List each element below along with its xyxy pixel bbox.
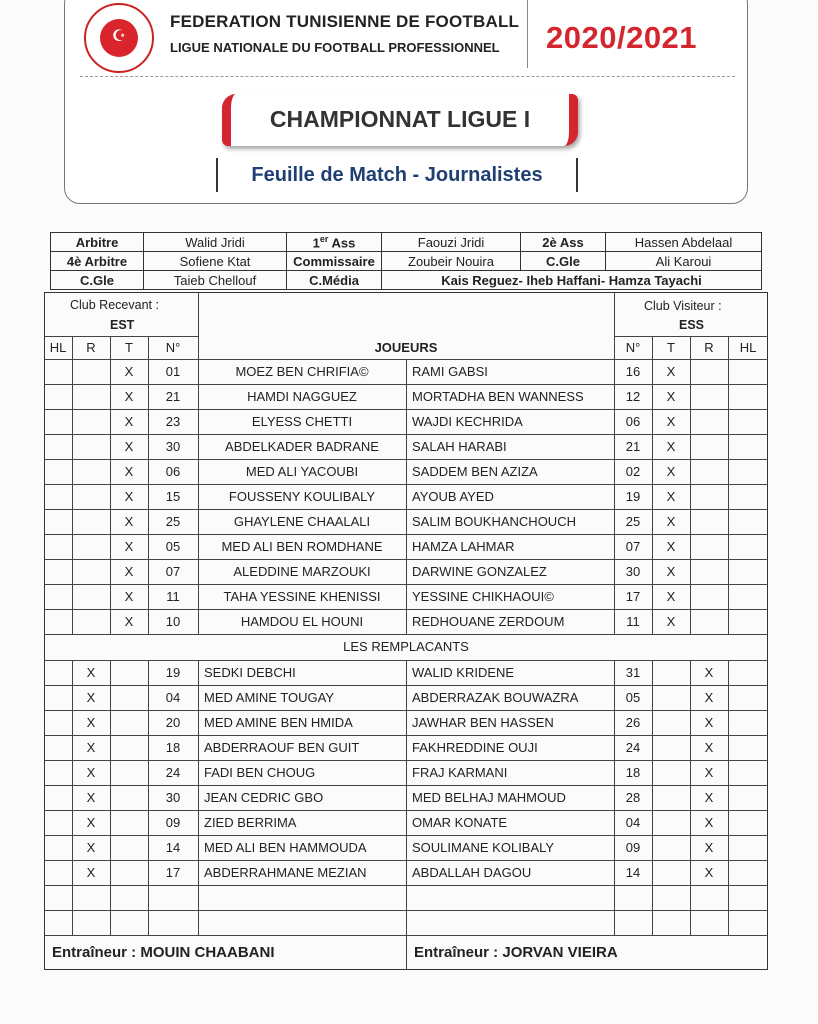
away-sub-number: 14 [625,864,641,880]
home-starter-mark: X [124,463,134,479]
away-sub-name: MED BELHAJ MAHMOUD [412,789,566,805]
home-coach-name: MOUIN CHAABANI [140,944,275,961]
away-sub-number: 18 [625,764,641,780]
away-coach-name: JORVAN VIEIRA [502,944,618,961]
away-sub-name: FAKHREDDINE OUJI [412,739,538,755]
away-sub-mark: X [704,864,714,880]
away-starter-mark: X [666,388,676,404]
home-player-number: 06 [165,463,181,479]
away-sub-number: 28 [625,789,641,805]
official-value: Walid Jridi [144,233,287,252]
officials-table [50,232,762,290]
away-player-number: 02 [625,463,641,479]
away-sub-name: JAWHAR BEN HASSEN [412,714,554,730]
col-header-hl: HL [49,339,67,355]
home-sub-name: MED AMINE TOUGAY [204,689,335,705]
away-coach-label: Entraîneur : [414,944,499,961]
home-sub-name: MED ALI BEN HAMMOUDA [204,839,367,855]
header-divider [527,0,528,68]
home-player-number: 23 [165,413,181,429]
away-player-name: YESSINE CHIKHAOUI© [412,588,554,604]
home-player-name: GHAYLENE CHAALALI [233,513,371,529]
home-sub-mark: X [86,839,96,855]
home-coach-label: Entraîneur : [52,944,137,961]
away-player-number: 11 [626,613,640,629]
official-label: 1er Ass [287,233,382,252]
grid-line [72,336,73,634]
col-header-n: N° [625,339,641,355]
away-player-name: MORTADHA BEN WANNESS [412,388,584,404]
away-player-number: 06 [625,413,641,429]
away-sub-name: ABDALLAH DAGOU [412,864,532,880]
home-player-number: 25 [165,513,181,529]
col-header-t: T [667,339,675,355]
dashed-divider [80,76,735,77]
away-player-number: 21 [625,438,641,454]
away-starter-mark: X [666,513,676,529]
home-player-name: ELYESS CHETTI [251,413,353,429]
away-player-number: 12 [625,388,641,404]
away-sub-number: 31 [625,664,641,680]
col-header-hl: HL [739,339,757,355]
grid-line [652,660,653,935]
away-sub-mark: X [704,739,714,755]
home-starter-mark: X [124,413,134,429]
away-player-number: 07 [625,538,641,554]
home-starter-mark: X [124,363,134,379]
away-player-number: 16 [625,363,641,379]
away-sub-mark: X [704,764,714,780]
away-sub-number: 05 [625,689,641,705]
crest-center [100,19,138,57]
official-label: Commissaire [287,252,382,271]
ftf-crest-icon [84,3,154,73]
official-label: C.Gle [51,271,144,290]
home-coach [52,944,275,961]
home-sub-mark: X [86,764,96,780]
official-value: Zoubeir Nouira [382,252,521,271]
star-icon: ☪ [111,28,127,45]
col-header-r: R [86,339,96,355]
official-label: 4è Arbitre [51,252,144,271]
away-sub-name: SOULIMANE KOLIBALY [412,839,555,855]
home-starter-mark: X [124,588,134,604]
away-player-number: 19 [625,488,641,504]
home-club: EST [110,318,135,332]
home-starter-mark: X [124,438,134,454]
away-sub-number: 24 [625,739,641,755]
away-player-name: AYOUB AYED [412,488,494,504]
home-player-name: HAMDI NAGGUEZ [247,388,357,404]
col-header-t: T [125,339,133,355]
home-player-name: HAMDOU EL HOUNI [240,613,364,629]
official-value: Faouzi Jridi [382,233,521,252]
away-sub-number: 04 [625,814,641,830]
home-sub-mark: X [86,864,96,880]
away-starter-mark: X [666,463,676,479]
home-player-name: TAHA YESSINE KHENISSI [223,588,381,604]
home-player-name: ABDELKADER BADRANE [225,438,379,454]
away-starter-mark: X [666,588,676,604]
grid-line [690,336,691,634]
col-header-r: R [704,339,714,355]
home-sub-number: 14 [165,839,181,855]
away-player-name: SALIM BOUKHANCHOUCH [412,513,576,529]
home-sub-number: 18 [165,739,181,755]
away-sub-number: 26 [625,714,641,730]
home-sub-mark: X [86,739,96,755]
away-player-name: DARWINE GONZALEZ [412,563,547,579]
grid-line [44,634,768,635]
home-player-name: ALEDDINE MARZOUKI [233,563,371,579]
home-player-name: MED ALI YACOUBI [245,463,359,479]
home-player-number: 11 [166,588,180,604]
col-header-players: JOUEURS [374,339,438,355]
away-sub-name: WALID KRIDENE [412,664,515,680]
home-sub-number: 04 [165,689,181,705]
home-player-number: 30 [165,438,181,454]
away-player-name: RAMI GABSI [412,363,488,379]
home-sub-name: MED AMINE BEN HMIDA [204,714,353,730]
home-sub-number: 30 [165,789,181,805]
grid-line [110,660,111,935]
home-player-number: 15 [165,488,181,504]
home-starter-mark: X [124,388,134,404]
away-sub-number: 09 [625,839,641,855]
home-sub-name: FADI BEN CHOUG [204,764,316,780]
away-player-number: 30 [625,563,641,579]
grid-line [728,660,729,935]
away-starter-mark: X [666,488,676,504]
home-starter-mark: X [124,563,134,579]
home-player-name: FOUSSENY KOULIBALY [228,488,376,504]
home-player-number: 10 [165,613,181,629]
home-starter-mark: X [124,613,134,629]
home-player-number: 05 [165,538,181,554]
home-player-number: 07 [165,563,181,579]
home-sub-name: SEDKI DEBCHI [204,664,296,680]
home-sub-mark: X [86,689,96,705]
away-club: ESS [679,318,705,332]
grid-line [406,660,407,935]
away-player-name: WAJDI KECHRIDA [412,413,523,429]
grid-line [614,336,768,337]
away-sub-mark: X [704,839,714,855]
official-label: C.Gle [521,252,606,271]
away-player-number: 25 [625,513,641,529]
away-sub-mark: X [704,664,714,680]
col-header-n: N° [165,339,181,355]
away-sub-name: OMAR KONATE [412,814,508,830]
official-label: C.Média [287,271,382,290]
season: 2020/2021 [546,20,698,55]
officials-row [51,252,762,271]
official-value: Sofiene Ktat [144,252,287,271]
home-sub-number: 19 [165,664,181,680]
away-sub-name: ABDERRAZAK BOUWAZRA [412,689,579,705]
home-starter-mark: X [124,513,134,529]
home-sub-name: JEAN CEDRIC GBO [204,789,324,805]
official-label: Arbitre [51,233,144,252]
home-player-number: 01 [165,363,181,379]
official-value: Kais Reguez- Iheb Haffani- Hamza Tayachi [382,271,762,290]
away-starter-mark: X [666,438,676,454]
home-sub-name: ABDERRAHMANE MEZIAN [204,864,367,880]
home-club-label: Club Recevant : [70,298,159,312]
home-sub-number: 24 [165,764,181,780]
official-value: Hassen Abdelaal [606,233,762,252]
away-sub-mark: X [704,714,714,730]
grid-line [406,935,407,970]
away-player-number: 17 [625,588,641,604]
home-starter-mark: X [124,488,134,504]
home-starter-mark: X [124,538,134,554]
subs-title: LES REMPLACANTS [343,639,469,654]
officials-row [51,233,762,252]
away-starter-mark: X [666,413,676,429]
away-sub-name: FRAJ KARMANI [412,764,508,780]
away-sub-mark: X [704,814,714,830]
official-value: Taieb Chellouf [144,271,287,290]
official-value: Ali Karoui [606,252,762,271]
away-player-name: SALAH HARABI [412,438,507,454]
home-sub-mark: X [86,814,96,830]
away-sub-mark: X [704,789,714,805]
home-sub-number: 20 [165,714,181,730]
home-sub-name: ABDERRAOUF BEN GUIT [204,739,360,755]
competition-title: CHAMPIONNAT LIGUE I [269,106,531,132]
home-sub-mark: X [86,664,96,680]
away-player-name: HAMZA LAHMAR [412,538,515,554]
home-player-name: MED ALI BEN ROMDHANE [221,538,383,554]
league-name: LIGUE NATIONALE DU FOOTBALL PROFESSIONNEL [170,40,500,55]
home-player-number: 21 [165,388,181,404]
grid-line [728,336,729,634]
away-starter-mark: X [666,538,676,554]
home-sub-mark: X [86,714,96,730]
away-club-label: Club Visiteur : [644,299,722,313]
grid-line [198,660,199,935]
grid-line [406,359,407,634]
home-player-name: MOEZ BEN CHRIFIA© [235,363,369,379]
away-coach [414,944,618,961]
grid-line [44,336,198,337]
home-sub-number: 09 [165,814,181,830]
home-sub-name: ZIED BERRIMA [204,814,297,830]
official-label: 2è Ass [521,233,606,252]
away-sub-mark: X [704,689,714,705]
home-sub-mark: X [86,789,96,805]
away-starter-mark: X [666,363,676,379]
away-starter-mark: X [666,563,676,579]
federation-name: FEDERATION TUNISIENNE DE FOOTBALL [170,12,520,31]
away-player-name: SADDEM BEN AZIZA [412,463,538,479]
sheet-title: Feuille de Match - Journalistes [216,158,578,192]
home-sub-number: 17 [165,864,181,880]
away-starter-mark: X [666,613,676,629]
officials-row [51,271,762,290]
competition-banner [222,94,578,146]
away-player-name: REDHOUANE ZERDOUM [412,613,565,629]
